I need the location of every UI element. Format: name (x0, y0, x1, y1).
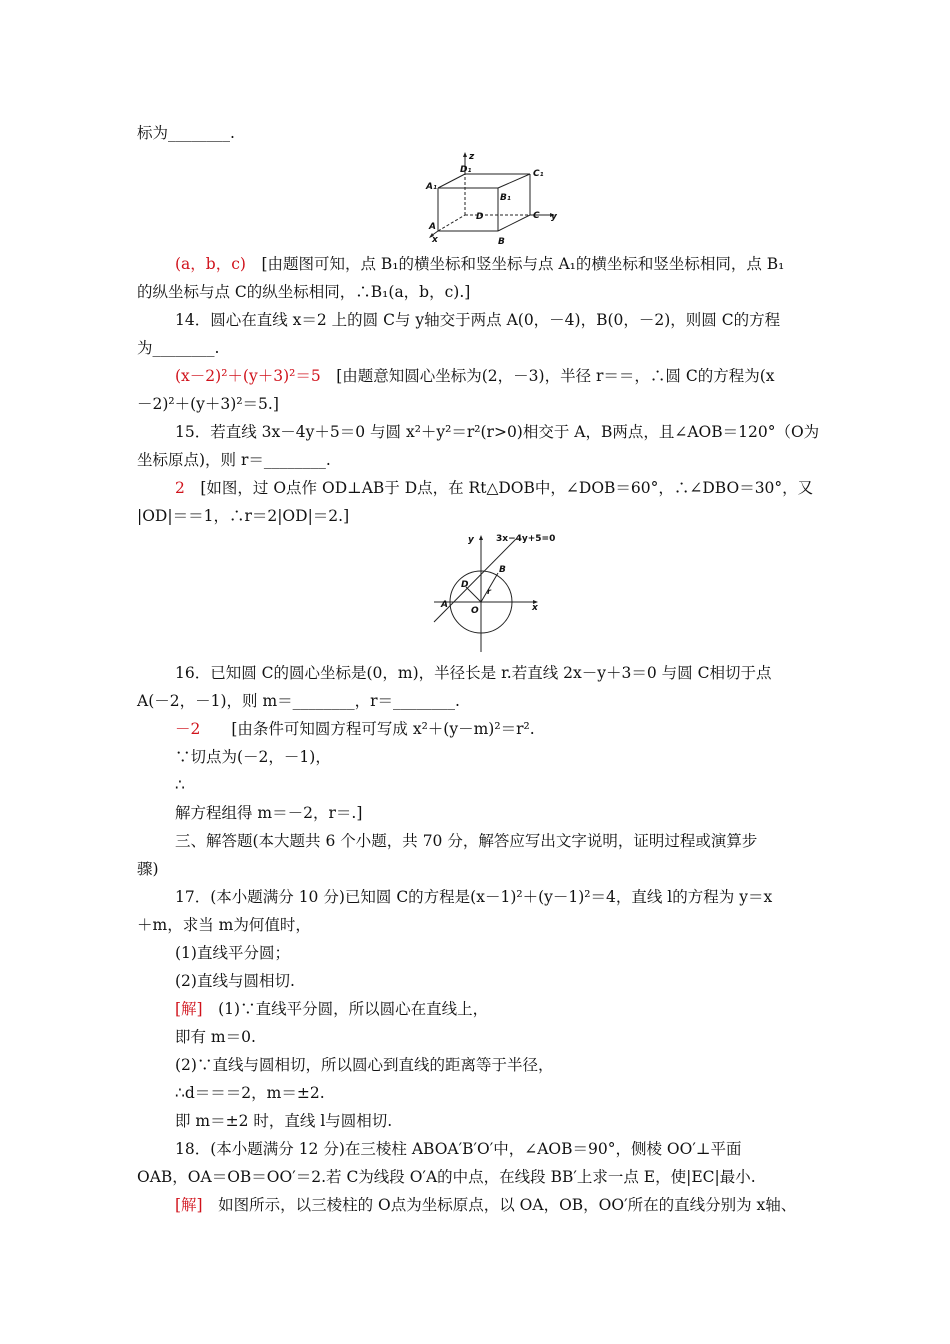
body-text: 即有 m＝0. (175, 1028, 256, 1046)
text-line (175, 253, 950, 275)
body-text: (2)直线与圆相切. (175, 972, 295, 990)
text-line (175, 662, 950, 684)
text-line (175, 1054, 950, 1076)
body-text: 三、解答题(本大题共 6 个小题，共 70 分，解答应写出文字说明，证明过程或演算步 (175, 832, 758, 850)
answer-text: [解] (175, 1196, 203, 1214)
body-text: 为________. (137, 339, 220, 357)
fig2-label-B: B (499, 565, 506, 575)
text-line (137, 337, 950, 359)
body-text: (1)直线平分圆； (175, 944, 290, 962)
body-text: 即 m＝±2 时，直线 l与圆相切. (175, 1112, 393, 1130)
body-text: 17．(本小题满分 10 分)已知圆 C的方程是(x－1)²＋(y－1)²＝4，直线 l的方程为 y＝x (175, 888, 773, 906)
text-line (175, 1194, 950, 1216)
body-text: 标为________. (137, 124, 235, 142)
body-text: [由题图可知，点 B₁的横坐标和竖坐标与点 A₁的横坐标和竖坐标相同，点 B₁ (245, 255, 785, 273)
fig1-label-D: D (476, 212, 484, 222)
text-line (175, 1110, 950, 1132)
edge-B1-C1 (498, 174, 530, 188)
text-line (175, 998, 950, 1020)
hidden-edge-A-D (438, 215, 465, 231)
text-line (137, 914, 950, 936)
text-line (137, 690, 950, 712)
box-3d-figure (418, 148, 568, 248)
fig1-label-A1: A₁ (426, 182, 437, 192)
text-line (175, 718, 950, 740)
fig2-label-y: y (468, 535, 474, 545)
text-line (137, 1166, 950, 1188)
fig1-label-y: y (551, 212, 557, 222)
text-line (175, 802, 950, 824)
answer-text: 2 (175, 479, 185, 497)
fig1-label-C: C (533, 211, 540, 221)
body-text: A(－2，－1)，则 m＝________，r＝________. (137, 692, 460, 710)
fig2-label-r: r (487, 587, 491, 596)
text-line (175, 477, 950, 499)
body-text: －2)²＋(y＋3)²＝5.] (137, 395, 279, 413)
body-text: 18．(本小题满分 12 分)在三棱柱 ABOA′B′O′中，∠AOB＝90°，侧棱 OO′⊥平面 (175, 1140, 742, 1158)
text-line (175, 1026, 950, 1048)
fig2-label-O: O (471, 606, 479, 616)
body-text: (1)∵直线平分圆，所以圆心在直线上， (202, 1000, 489, 1018)
fig1-label-B: B (498, 237, 505, 247)
fig1-label-C1: C₁ (533, 169, 544, 179)
text-line (175, 942, 950, 964)
edge-B-C (498, 215, 530, 231)
text-line (175, 886, 950, 908)
fig1-label-z: z (469, 152, 475, 162)
fig2-label-D: D (461, 580, 469, 590)
text-line (137, 858, 950, 880)
body-text: [如图，过 O点作 OD⊥AB于 D点，在 Rt△DOB中，∠DOB＝60°，∴∠DBO＝30°，又 (184, 479, 814, 497)
answer-text: －2 (175, 720, 201, 738)
body-text: (2)∵直线与圆相切，所以圆心到直线的距离等于半径， (175, 1056, 554, 1074)
text-line (175, 970, 950, 992)
fig1-label-A: A (429, 222, 436, 232)
body-text: ∴d＝＝＝2，m＝±2. (175, 1084, 325, 1102)
answer-text: [解] (175, 1000, 203, 1018)
body-text: |OD|＝＝1，∴r＝2|OD|＝2.] (137, 507, 350, 525)
body-text: 如图所示，以三棱柱的 O点为坐标原点，以 OA，OB，OO′所在的直线分别为 x轴、 (202, 1196, 797, 1214)
body-text: 解方程组得 m＝－2，r＝.] (175, 804, 363, 822)
fig2-label-A: A (441, 600, 448, 610)
text-line (137, 281, 950, 303)
body-text: ＋m，求当 m为何值时， (137, 916, 311, 934)
text-line (175, 1138, 950, 1160)
body-text: 骤) (137, 860, 159, 878)
body-text: [由题意知圆心坐标为(2，－3)，半径 r＝＝，∴圆 C的方程为(x (320, 367, 775, 385)
answer-text: (x－2)²＋(y＋3)²＝5 (175, 367, 321, 385)
y-axis-arrow (479, 535, 483, 540)
text-line (175, 309, 950, 331)
fig1-label-x: x (432, 235, 438, 245)
fig2-label-line: 3x−4y+5=0 (496, 534, 556, 544)
body-text: 15．若直线 3x－4y＋5＝0 与圆 x²＋y²＝r²(r>0)相交于 A，B两点，且∠AOB＝120°（O为 (175, 423, 820, 441)
text-line (175, 746, 950, 768)
fig1-label-D1: D₁ (460, 165, 472, 175)
text-line (175, 365, 950, 387)
body-text: 16．已知圆 C的圆心坐标是(0，m)，半径长是 r.若直线 2x－y＋3＝0 与圆 C相切于点 (175, 664, 772, 682)
circle-line-figure (428, 530, 558, 655)
text-line (175, 421, 950, 443)
body-text: ∴ (175, 776, 185, 794)
z-axis-arrow (463, 152, 467, 157)
text-line (175, 774, 950, 796)
answer-text: (a，b，c) (175, 255, 246, 273)
fig2-label-x: x (532, 603, 538, 613)
text-line (137, 393, 950, 415)
body-text: [由条件可知圆方程可写成 x²＋(y－m)²＝r². (200, 720, 535, 738)
body-text: ∵切点为(－2，－1)， (175, 748, 331, 766)
fig1-label-B1: B₁ (500, 193, 511, 203)
body-text: 的纵坐标与点 C的纵坐标相同，∴B₁(a，b，c).] (137, 283, 471, 301)
text-line (175, 830, 950, 852)
edge-A1-D1 (438, 174, 465, 188)
text-line (175, 1082, 950, 1104)
text-line (137, 505, 950, 527)
text-line (137, 449, 950, 471)
text-line (137, 122, 950, 144)
body-text: OAB，OA＝OB＝OO′＝2.若 C为线段 O′A的中点，在线段 BB′上求一点 E，使|EC|最小. (137, 1168, 756, 1186)
body-text: 14．圆心在直线 x＝2 上的圆 C与 y轴交于两点 A(0，－4)，B(0，－2)，则圆 C的方程 (175, 311, 781, 329)
body-text: 坐标原点)，则 r＝________. (137, 451, 331, 469)
